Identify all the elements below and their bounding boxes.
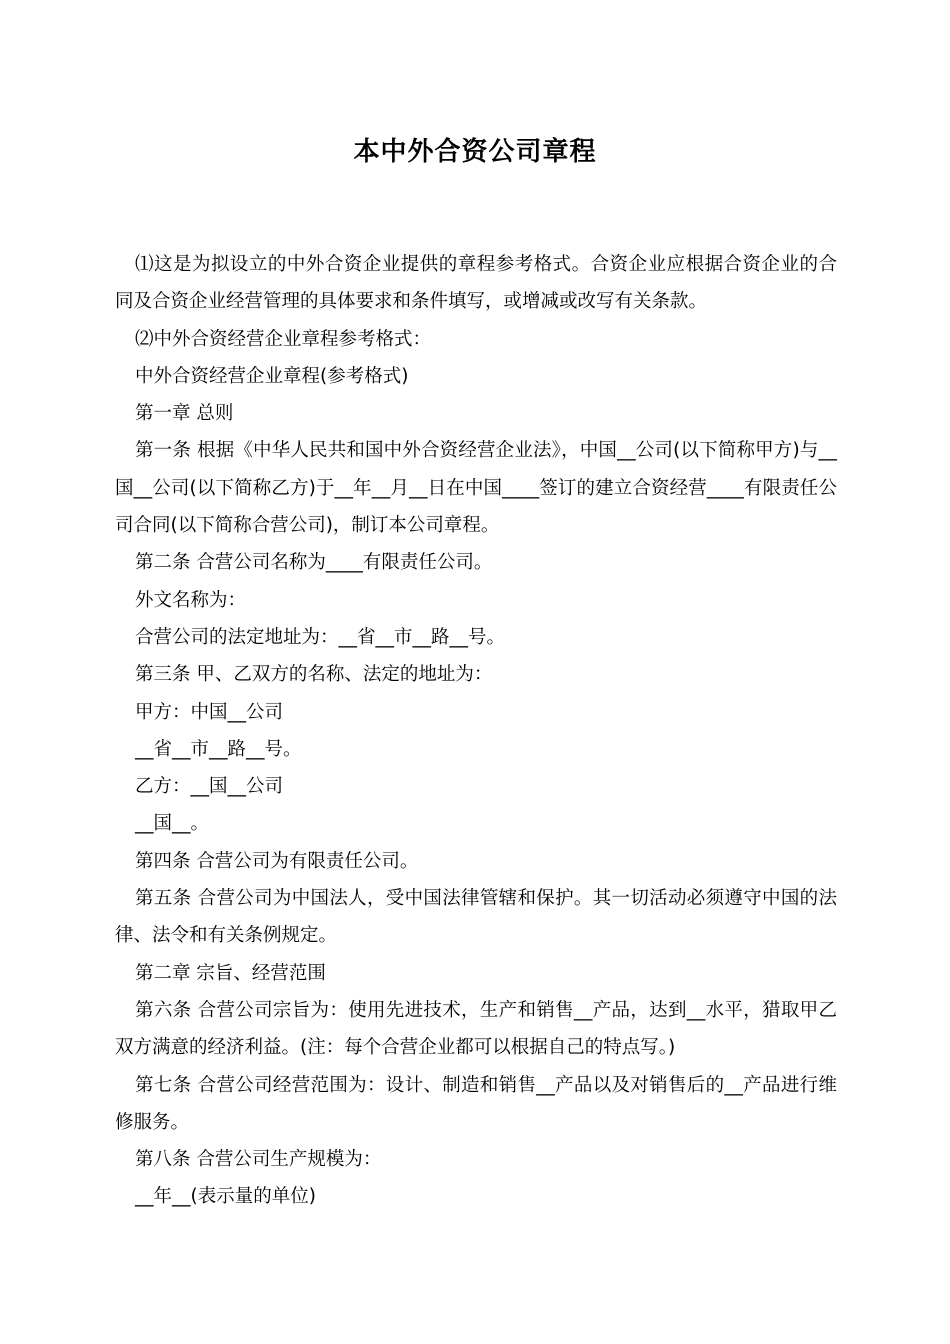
article-2: 第二条 合营公司名称为____有限责任公司。 [135, 552, 493, 574]
article-6: 第六条 合营公司宗旨为：使用先进技术，生产和销售__产品，达到__水平，猎取甲乙双方满意的经济利益。(注：每个合营企业都可以根据自己的特点写。) [115, 999, 837, 1059]
format-heading: 中外合资经营企业章程(参考格式) [135, 365, 409, 387]
article-1: 第一条 根据《中华人民共和国中外合资经营企业法》，中国__公司(以下简称甲方)与__国__公司(以下简称乙方)于__年__月__日在中国____签订的建立合资经营____有限责任公司合同(以下简称合营公司)，制订本公司章程。 [115, 440, 837, 537]
article-5: 第五条 合营公司为中国法人，受中国法律管辖和保护。其一切活动必须遵守中国的法律、法令和有关条例规定。 [115, 888, 837, 947]
legal-address-line: 合营公司的法定地址为：__省__市__路__号。 [135, 626, 506, 648]
intro-paragraph-1: ⑴这是为拟设立的中外合资企业提供的章程参考格式。合资企业应根据合资企业的合同及合资企业经营管理的具体要求和条件填写，或增减或改写有关条款。 [115, 254, 837, 313]
article-7: 第七条 合营公司经营范围为：设计、制造和销售__产品以及对销售后的__产品进行维修服务。 [115, 1074, 837, 1133]
document-title: 本中外合资公司章程 [353, 137, 597, 167]
party-a-address-line: __省__市__路__号。 [135, 738, 302, 760]
chapter-2-heading: 第二章 宗旨、经营范围 [135, 962, 326, 984]
article-4: 第四条 合营公司为有限责任公司。 [135, 850, 419, 872]
intro-paragraph-2: ⑵中外合资经营企业章程参考格式： [135, 328, 432, 350]
foreign-name-line: 外文名称为： [135, 589, 247, 611]
article-8: 第八条 合营公司生产规模为： [135, 1149, 382, 1171]
article-3: 第三条 甲、乙双方的名称、法定的地址为： [135, 664, 493, 686]
party-b-line: 乙方：__国__公司 [135, 776, 284, 798]
party-b-address-line: __国__。 [135, 813, 210, 835]
document-body [115, 246, 837, 1216]
production-scale-line: __年__(表示量的单位) [135, 1186, 316, 1208]
party-a-line: 甲方：中国__公司 [135, 701, 284, 723]
chapter-1-heading: 第一章 总则 [135, 403, 234, 425]
